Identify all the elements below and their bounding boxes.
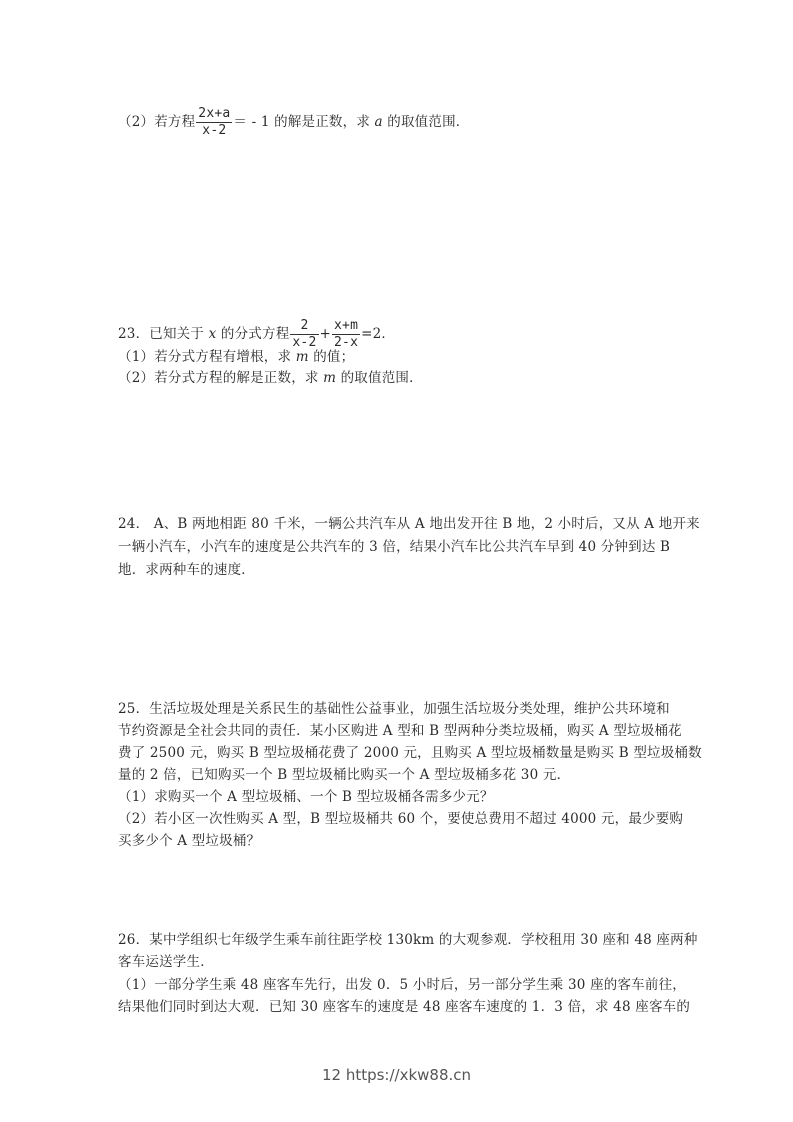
q24-line-1: 24． A、B 两地相距 80 千米，一辆公共汽车从 A 地出发开往 B 地，2 小时后，又从 A 地开来 bbox=[118, 516, 700, 532]
q23-fraction-2 bbox=[332, 318, 360, 351]
q23-part1-suffix: 的值； bbox=[308, 349, 355, 365]
q25-line-1: 25．生活垃圾处理是关系民生的基础性公益事业，加强生活垃圾分类处理，维护公共环境和 bbox=[118, 701, 670, 717]
q23-suffix: =2． bbox=[361, 326, 396, 342]
q23-part1 bbox=[118, 348, 354, 366]
q25-line-4: 量的 2 倍，已知购买一个 B 型垃圾桶比购买一个 A 型垃圾桶多花 30 元． bbox=[118, 767, 571, 783]
q23-stem bbox=[118, 318, 395, 351]
q24-line-3: 地．求两种车的速度． bbox=[118, 562, 255, 578]
q23-part2 bbox=[118, 369, 423, 387]
fraction-numerator: x+m bbox=[334, 318, 359, 333]
q23-part1-prefix: （1）若分式方程有增根，求 bbox=[118, 349, 296, 365]
fraction-numerator: 2 bbox=[290, 318, 318, 335]
fraction-numerator: 2x+a bbox=[198, 106, 231, 121]
q25-line-2: 节约资源是全社会共同的责任．某小区购进 A 型和 B 型两种分类垃圾桶，购买 A 型垃圾桶花 bbox=[118, 723, 682, 739]
q23-middle: 的分式方程 bbox=[216, 326, 290, 342]
q26-line-2: 客车运送学生． bbox=[118, 954, 214, 970]
q26-line-4: 结果他们同时到达大观．已知 30 座客车的速度是 48 座客车速度的 1．3 倍，求 48 座客车的 bbox=[118, 999, 691, 1015]
q22-part2-middle: ＝ - 1 的解是正数，求 bbox=[233, 114, 375, 130]
variable-m: m bbox=[323, 370, 337, 386]
q22-part2-prefix: （2）若方程 bbox=[118, 114, 196, 130]
page-footer: 12 https://xkw88.cn bbox=[321, 1066, 472, 1084]
q26-line-3: （1）一部分学生乘 48 座客车先行，出发 0．5 小时后，另一部分学生乘 30 座的客车前往， bbox=[118, 977, 686, 993]
q23-part2-prefix: （2）若分式方程的解是正数，求 bbox=[118, 370, 324, 386]
q23-part2-suffix: 的取值范围． bbox=[336, 370, 423, 386]
q22-fraction bbox=[196, 106, 232, 139]
q23-fraction-1 bbox=[290, 318, 318, 351]
variable-m: m bbox=[295, 349, 309, 365]
q22-part2 bbox=[118, 106, 469, 139]
q22-part2-suffix: 的取值范围． bbox=[382, 114, 470, 130]
fraction-denominator: x-2 bbox=[202, 123, 227, 138]
variable-x: x bbox=[208, 326, 217, 342]
plus-sign: + bbox=[319, 326, 332, 342]
q23-prefix: 23．已知关于 bbox=[118, 326, 209, 342]
q25-line-3: 费了 2500 元，购买 B 型垃圾桶花费了 2000 元，且购买 A 型垃圾桶数量是购买 B 型垃圾桶数 bbox=[118, 745, 702, 761]
fraction-denominator: x-2 bbox=[292, 335, 317, 350]
q25-part2-line-2: 买多少个 A 型垃圾桶？ bbox=[118, 833, 261, 849]
q25-part2-line-1: （2）若小区一次性购买 A 型，B 型垃圾桶共 60 个，要使总费用不超过 4000 元，最少要购 bbox=[118, 811, 684, 827]
q26-line-1: 26．某中学组织七年级学生乘车前往距学校 130km 的大观参观．学校租用 30 座和 48 座两种 bbox=[118, 932, 698, 948]
variable-a: a bbox=[374, 114, 383, 130]
fraction-denominator: 2-x bbox=[334, 335, 359, 350]
q24-line-2: 一辆小汽车，小汽车的速度是公共汽车的 3 倍，结果小汽车比公共汽车早到 40 分钟到达 B bbox=[118, 539, 671, 555]
q25-part1: （1）求购买一个 A 型垃圾桶、一个 B 型垃圾桶各需多少元？ bbox=[118, 789, 494, 805]
